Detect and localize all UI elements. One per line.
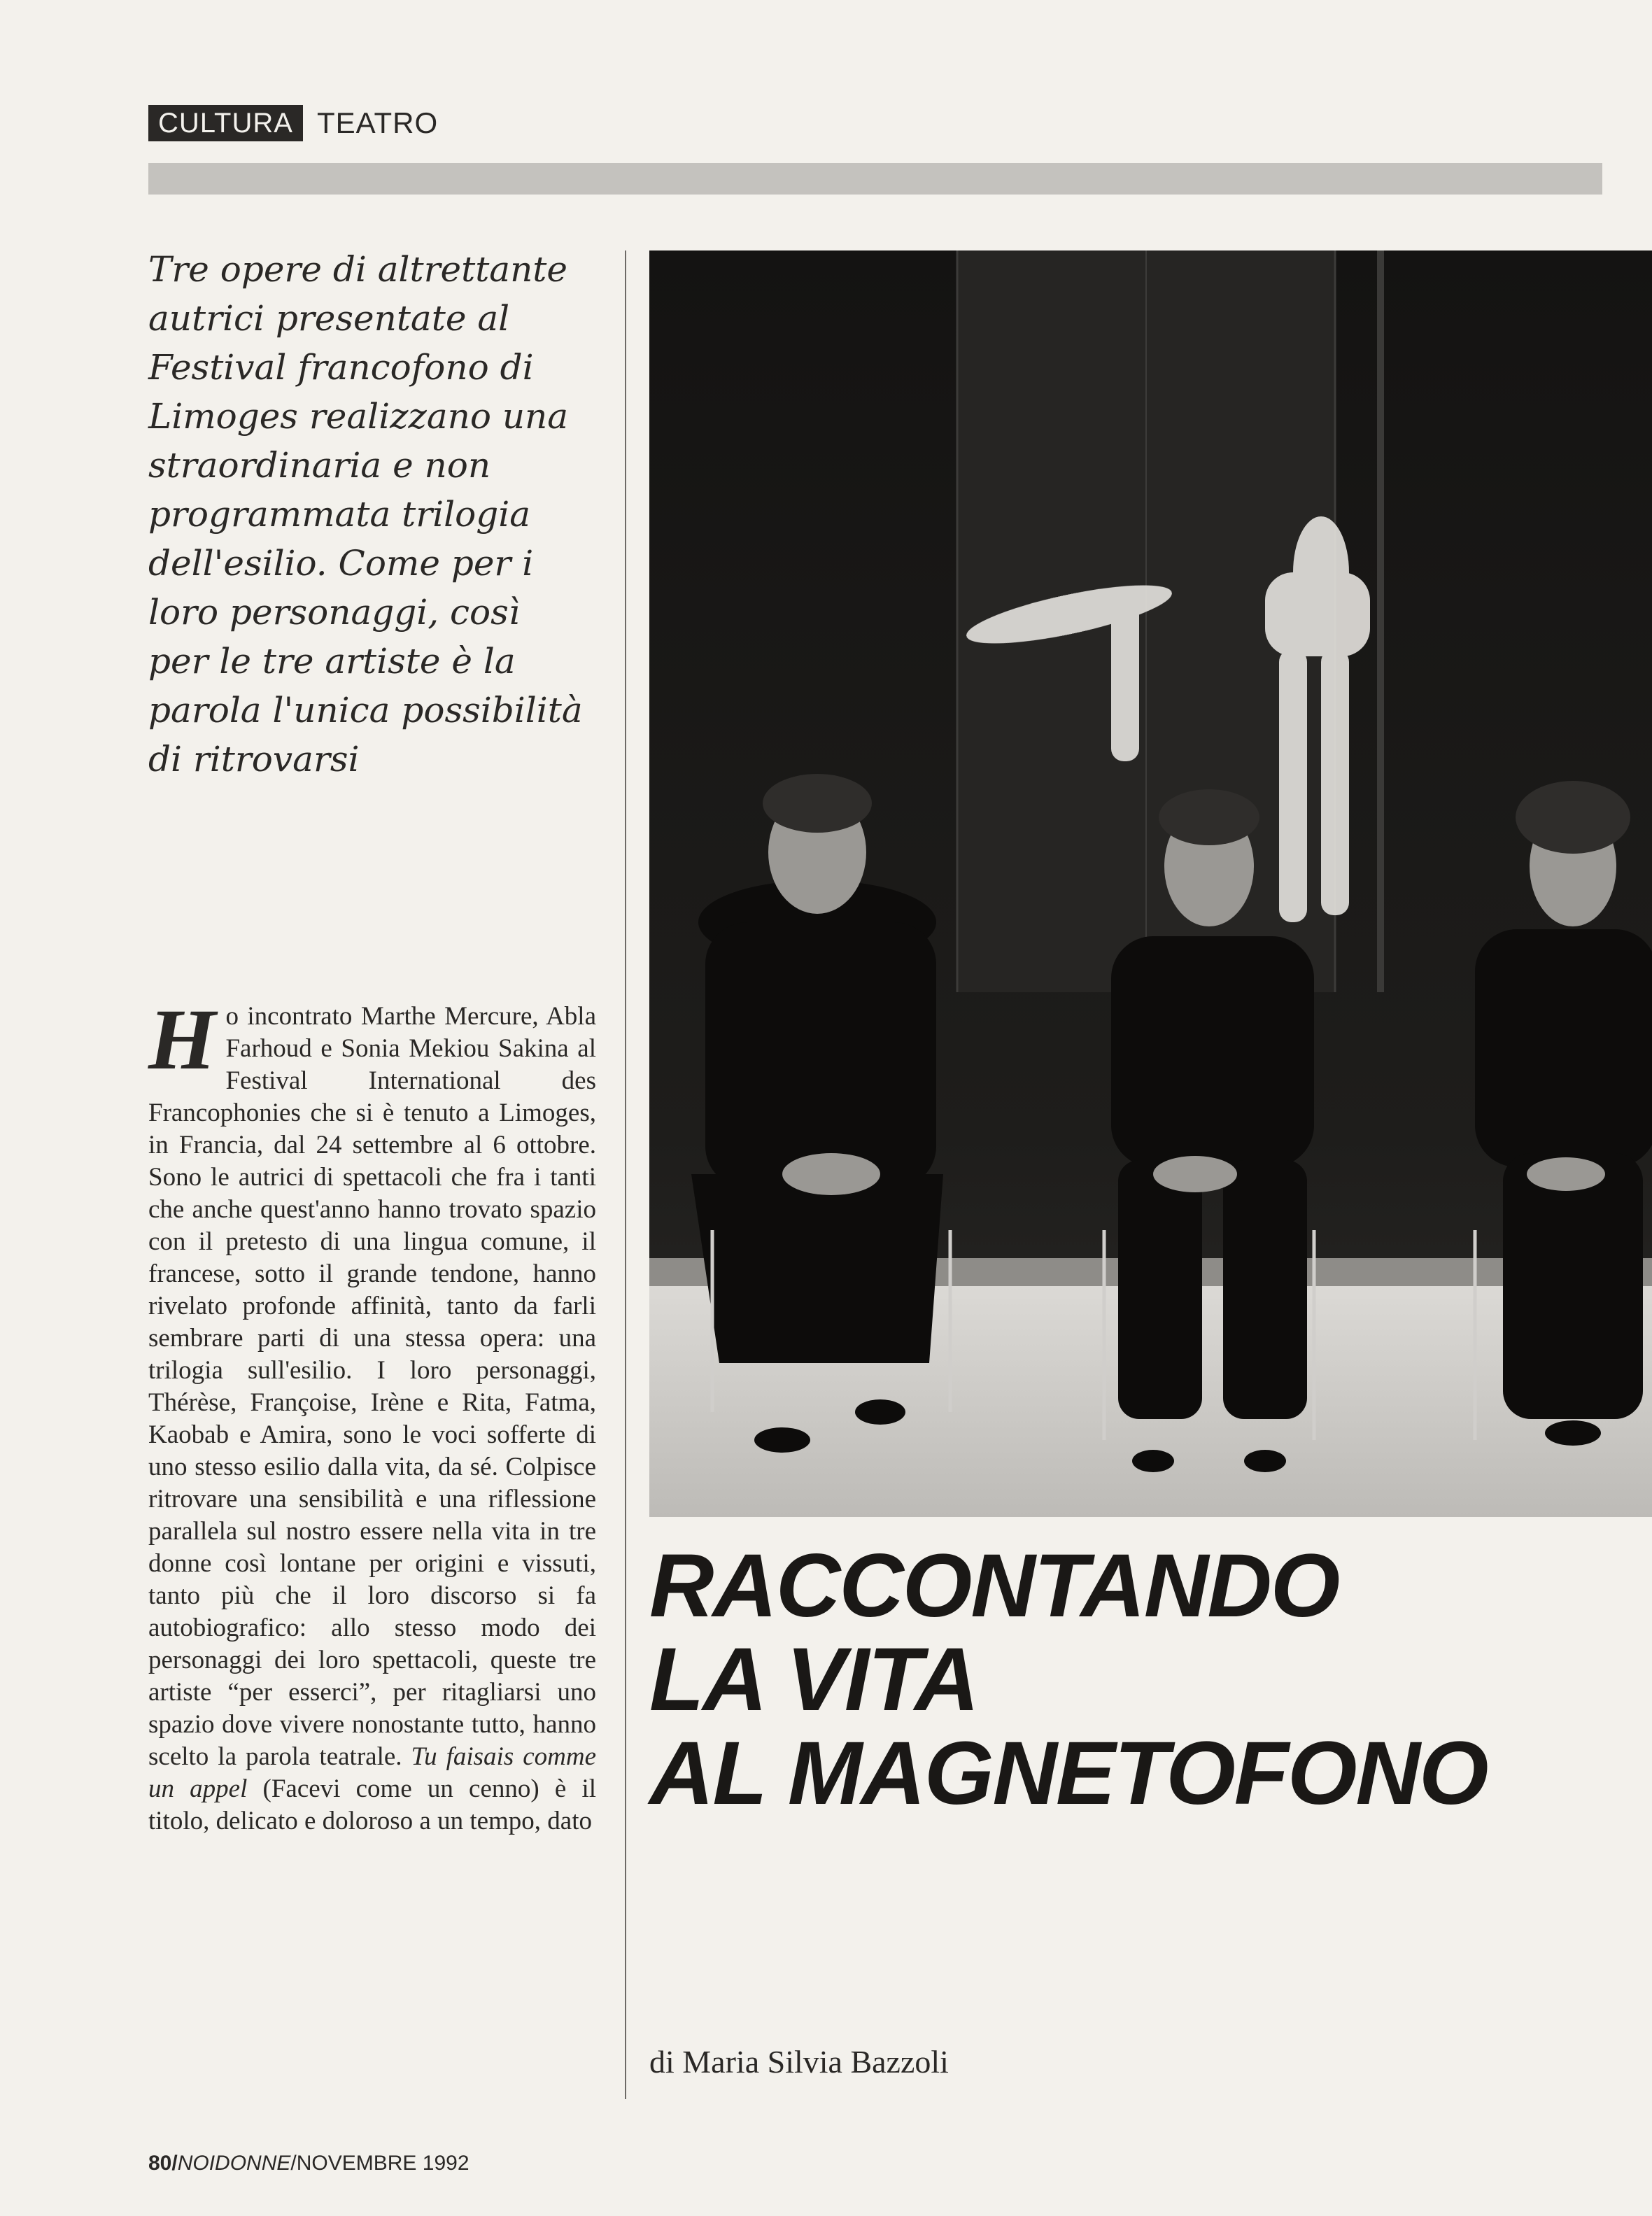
section-header — [148, 105, 438, 141]
header-band — [148, 163, 1602, 195]
stage-photo — [649, 250, 1652, 1517]
headline-line-1: RACCONTANDO — [649, 1536, 1339, 1636]
subsection-label: TEATRO — [316, 106, 439, 139]
section-tag: CULTURA — [148, 105, 303, 141]
article-body — [148, 991, 597, 1837]
body-text-start: o incontrato Marthe Mercure, Abla Farhoud e Sonia Mekiou Sakina al Festival International des Francophonies che si è tenuto a Limoges, in Francia, dal 24 settembre al 6 ottobre. Sono le autrici di spettacoli che fra i tanti che anche quest'anno hanno trovato spazio con il pretesto di una lingua comune, il francese, sotto il grande tendone, hanno rivelato profonde affinità, tanto da farli sembrare parti di una stessa opera: una trilogia sull'esilio. I loro personaggi, Thérèse, Françoise, Irène e Rita, Fatma, Kaobab e Amira, sono le voci sofferte di uno stesso esilio dalla vita, da sé. Colpisce ritrovare una sensibilità e una riflessione parallela sul nostro essere nella vita in tre donne così lontane per origini e vissuti, tanto più che il loro discorso si fa autobiografico: allo stesso modo dei personaggi dei loro spettacoli, queste tre artiste “per esserci”, per ritagliarsi uno spazio dove vivere nonostante tutto, hanno scelto la parola teatrale. — [148, 1002, 596, 1771]
issue-date: /NOVEMBRE 1992 — [290, 2152, 470, 2175]
page-number: 80/ — [148, 2152, 178, 2175]
headline-line-2: LA VITA — [649, 1630, 978, 1730]
standfirst: Tre opere di altrettante autrici presentate al Festival francofono di Limoges realizzano una straordinaria e non programmata trilogia dell'esilio. Come per i loro personaggi, così per le tre artiste è la parola l'unica possibilità di ritrovarsi — [148, 249, 583, 779]
byline: di Maria Silvia Bazzoli — [649, 2044, 949, 2080]
drop-cap: H — [148, 991, 216, 1087]
play-title: Tu faisais comme un appel — [148, 1742, 596, 1803]
column-rule — [625, 250, 626, 2099]
body-text-end: (Facevi come un cenno) è il titolo, delicato e doloroso a un tempo, dato — [148, 1774, 597, 1835]
headline — [649, 1536, 1643, 1823]
page-folio — [148, 2152, 470, 2175]
magazine-name: NOIDONNE — [177, 2152, 291, 2175]
headline-line-3: AL MAGNETOFONO — [649, 1723, 1488, 1823]
stage-photo-illustration — [649, 250, 1652, 1517]
